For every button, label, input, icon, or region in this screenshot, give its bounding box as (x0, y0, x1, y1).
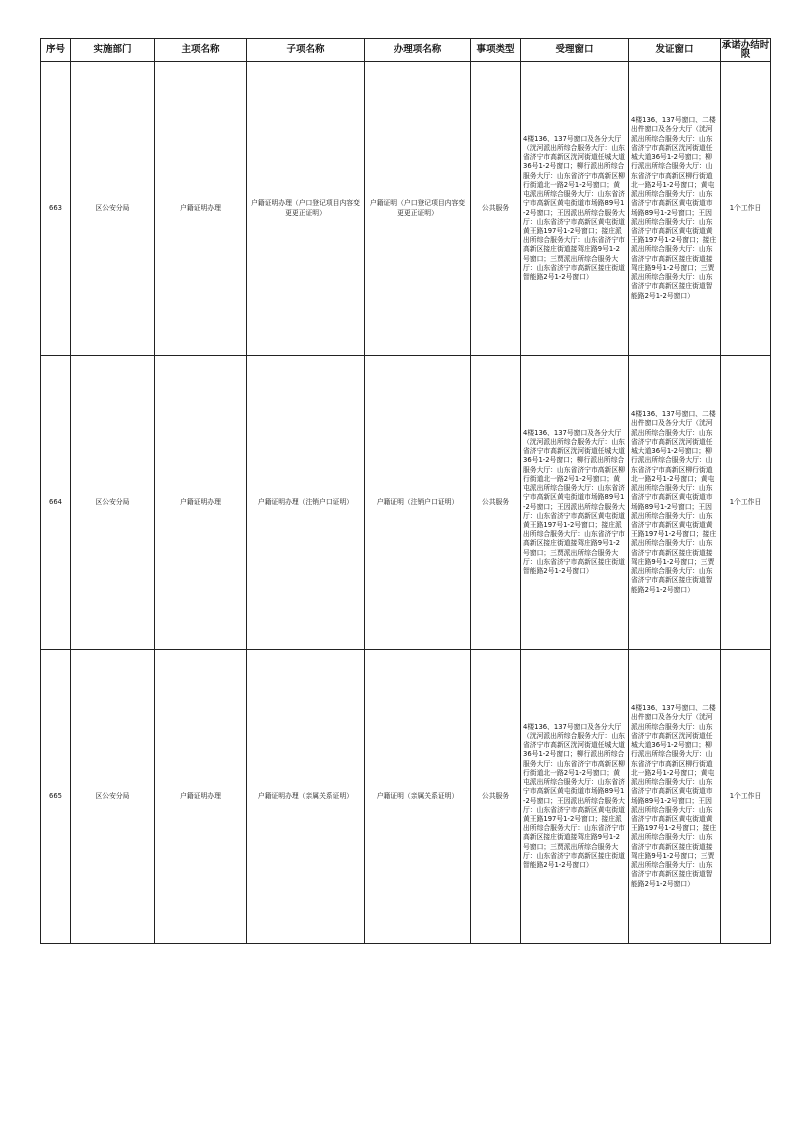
cell-accept-window (521, 650, 629, 944)
cell-type: 公共服务 (471, 356, 521, 650)
cell-item: 户籍证明（注销户口证明） (365, 356, 471, 650)
cell-dept: 区公安分局 (71, 62, 155, 356)
header-main: 主项名称 (155, 39, 247, 62)
cell-time-limit: 1个工作日 (721, 62, 771, 356)
accept-window-text: 4楼136、137号窗口及各分大厅（洸河派出所综合服务大厅：山东省济宁市高新区洸河街道任城大道36号1-2号窗口；柳行派出所综合服务大厅：山东省济宁市高新区柳行街道北一路2号1-2号窗口；黄屯派出所综合服务大厅：山东省济宁市高新区黄屯街道市场路89号1-2号窗口；王因派出所综合服务大厅：山东省济宁市高新区黄屯街道黄王路197号1-2号窗口；接庄派出所综合服务大厅：山东省济宁市高新区接庄街道接驾庄路9号1-2号窗口；三贾派出所综合服务大厅：山东省济宁市高新区接庄街道智能路2号1-2号窗口） (523, 428, 625, 576)
cell-type: 公共服务 (471, 62, 521, 356)
table-row (41, 650, 771, 944)
header-sub: 子项名称 (247, 39, 365, 62)
cell-item: 户籍证明（亲属关系证明） (365, 650, 471, 944)
cell-accept-window (521, 356, 629, 650)
cell-issue-window (629, 356, 721, 650)
service-items-table (40, 38, 771, 944)
header-no: 序号 (41, 39, 71, 62)
issue-window-text: 4楼136、137号窗口、二楼出件窗口及各分大厅（洸河派出所综合服务大厅：山东省济宁市高新区洸河街道任城大道36号1-2号窗口；柳行派出所综合服务大厅：山东省济宁市高新区柳行街道北一路2号1-2号窗口；黄屯派出所综合服务大厅：山东省济宁市高新区黄屯街道市场路89号1-2号窗口；王因派出所综合服务大厅：山东省济宁市高新区黄屯街道黄王路197号1-2号窗口；接庄派出所综合服务大厅：山东省济宁市高新区接庄街道接驾庄路9号1-2号窗口；三贾派出所综合服务大厅：山东省济宁市高新区接庄街道智能路2号1-2号窗口） (631, 704, 717, 888)
accept-window-text: 4楼136、137号窗口及各分大厅（洸河派出所综合服务大厅：山东省济宁市高新区洸河街道任城大道36号1-2号窗口；柳行派出所综合服务大厅：山东省济宁市高新区柳行街道北一路2号1-2号窗口；黄屯派出所综合服务大厅：山东省济宁市高新区黄屯街道市场路89号1-2号窗口；王因派出所综合服务大厅：山东省济宁市高新区黄屯街道黄王路197号1-2号窗口；接庄派出所综合服务大厅：山东省济宁市高新区接庄街道接驾庄路9号1-2号窗口；三贾派出所综合服务大厅：山东省济宁市高新区接庄街道智能路2号1-2号窗口） (523, 134, 625, 282)
cell-time-limit: 1个工作日 (721, 650, 771, 944)
header-dept: 实施部门 (71, 39, 155, 62)
issue-window-text: 4楼136、137号窗口、二楼出件窗口及各分大厅（洸河派出所综合服务大厅：山东省济宁市高新区洸河街道任城大道36号1-2号窗口；柳行派出所综合服务大厅：山东省济宁市高新区柳行街道北一路2号1-2号窗口；黄屯派出所综合服务大厅：山东省济宁市高新区黄屯街道市场路89号1-2号窗口；王因派出所综合服务大厅：山东省济宁市高新区黄屯街道黄王路197号1-2号窗口；接庄派出所综合服务大厅：山东省济宁市高新区接庄街道接驾庄路9号1-2号窗口；三贾派出所综合服务大厅：山东省济宁市高新区接庄街道智能路2号1-2号窗口） (631, 116, 717, 300)
cell-no: 663 (41, 62, 71, 356)
cell-time-limit: 1个工作日 (721, 356, 771, 650)
cell-accept-window (521, 62, 629, 356)
cell-item: 户籍证明（户口登记项目内容变更更正证明） (365, 62, 471, 356)
table-row (41, 62, 771, 356)
cell-no: 665 (41, 650, 71, 944)
cell-sub: 户籍证明办理（户口登记项目内容变更更正证明） (247, 62, 365, 356)
cell-type: 公共服务 (471, 650, 521, 944)
issue-window-text: 4楼136、137号窗口、二楼出件窗口及各分大厅（洸河派出所综合服务大厅：山东省济宁市高新区洸河街道任城大道36号1-2号窗口；柳行派出所综合服务大厅：山东省济宁市高新区柳行街道北一路2号1-2号窗口；黄屯派出所综合服务大厅：山东省济宁市高新区黄屯街道市场路89号1-2号窗口；王因派出所综合服务大厅：山东省济宁市高新区黄屯街道黄王路197号1-2号窗口；接庄派出所综合服务大厅：山东省济宁市高新区接庄街道接驾庄路9号1-2号窗口；三贾派出所综合服务大厅：山东省济宁市高新区接庄街道智能路2号1-2号窗口） (631, 410, 717, 594)
cell-main: 户籍证明办理 (155, 62, 247, 356)
cell-sub: 户籍证明办理（注销户口证明） (247, 356, 365, 650)
header-accept-window: 受理窗口 (521, 39, 629, 62)
header-type: 事项类型 (471, 39, 521, 62)
cell-sub: 户籍证明办理（亲属关系证明） (247, 650, 365, 944)
table-row (41, 356, 771, 650)
cell-main: 户籍证明办理 (155, 650, 247, 944)
cell-no: 664 (41, 356, 71, 650)
cell-main: 户籍证明办理 (155, 356, 247, 650)
table-header-row (41, 39, 771, 62)
cell-dept: 区公安分局 (71, 356, 155, 650)
cell-dept: 区公安分局 (71, 650, 155, 944)
cell-issue-window (629, 650, 721, 944)
accept-window-text: 4楼136、137号窗口及各分大厅（洸河派出所综合服务大厅：山东省济宁市高新区洸河街道任城大道36号1-2号窗口；柳行派出所综合服务大厅：山东省济宁市高新区柳行街道北一路2号1-2号窗口；黄屯派出所综合服务大厅：山东省济宁市高新区黄屯街道市场路89号1-2号窗口；王因派出所综合服务大厅：山东省济宁市高新区黄屯街道黄王路197号1-2号窗口；接庄派出所综合服务大厅：山东省济宁市高新区接庄街道接驾庄路9号1-2号窗口；三贾派出所综合服务大厅：山东省济宁市高新区接庄街道智能路2号1-2号窗口） (523, 722, 625, 870)
header-item: 办理项名称 (365, 39, 471, 62)
header-issue-window: 发证窗口 (629, 39, 721, 62)
cell-issue-window (629, 62, 721, 356)
header-time-limit: 承诺办结时限 (721, 39, 770, 60)
